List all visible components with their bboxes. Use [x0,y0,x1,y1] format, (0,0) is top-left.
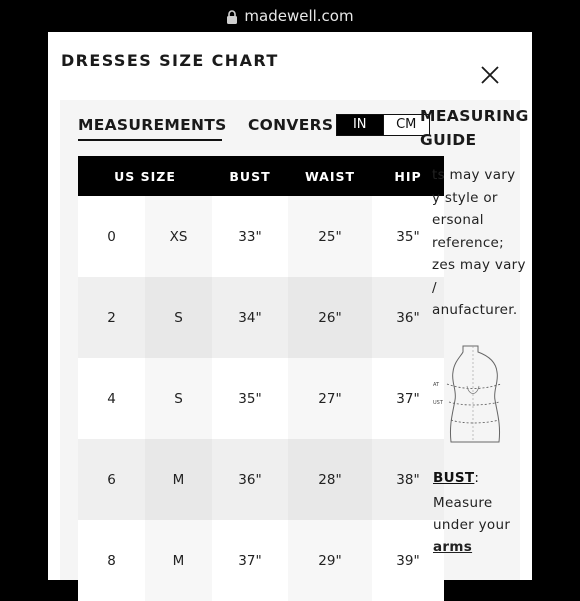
bust-text-line: arms [433,539,473,555]
header-us-size: US SIZE [114,168,176,184]
table-header [78,156,444,196]
cell-us-size: 0 [78,196,145,277]
bust-guide-label [433,470,479,486]
cell-bust: 35" [212,358,288,439]
guide-title-line: GUIDE [420,131,477,149]
unit-toggle[interactable] [336,114,430,136]
table-row [78,439,444,520]
figure-label: AT [433,382,440,388]
cell-us-size: 8 [78,520,145,601]
cell-us-size: 6 [78,439,145,520]
cell-letter-size: M [145,439,212,520]
table-row [78,277,444,358]
dress-form-figure [433,342,508,452]
measuring-guide-text [432,164,526,322]
unit-option-in[interactable]: IN [337,115,383,135]
lock-icon [226,10,238,24]
cell-waist: 28" [288,439,372,520]
guide-text-line: reference; [432,234,505,251]
cell-waist: 25" [288,196,372,277]
figure-label: UST [433,400,443,406]
cell-bust: 33" [212,196,288,277]
cell-waist: 26" [288,277,372,358]
cell-us-size: 2 [78,277,145,358]
guide-text-line: ersonal [432,212,484,228]
bust-guide-heading: BUST [433,470,475,486]
tab-measurements[interactable]: MEASUREMENTS [78,116,227,134]
url-text: madewell.com [244,7,354,25]
header-waist: WAIST [304,168,356,184]
cell-bust: 37" [212,520,288,601]
guide-text-line: / [432,279,437,296]
cell-hip: 37" [372,358,444,439]
guide-title-line: MEASURING [420,107,529,125]
size-table [78,156,444,601]
cell-bust: 36" [212,439,288,520]
cell-waist: 29" [288,520,372,601]
cell-hip: 35" [372,196,444,277]
guide-text-line: zes may vary [432,257,526,273]
active-tab-indicator [78,139,222,141]
guide-text-line: anufacturer. [432,302,518,318]
browser-url-bar[interactable] [0,0,580,32]
cell-letter-size: M [145,520,212,601]
bust-guide-colon: : [474,470,480,486]
unit-option-cm[interactable]: CM [383,115,430,135]
close-button[interactable] [478,63,502,87]
cell-hip: 36" [372,277,444,358]
cell-hip: 39" [372,520,444,601]
cell-us-size: 4 [78,358,145,439]
cell-letter-size: S [145,358,212,439]
cell-letter-size: XS [145,196,212,277]
cell-waist: 27" [288,358,372,439]
bust-text-line: under your [433,517,511,533]
measuring-guide-title [420,104,529,152]
tab-conversions[interactable]: CONVERS [248,116,334,134]
modal-title: DRESSES SIZE CHART [61,51,279,70]
bust-guide-text [433,492,523,558]
cell-hip: 38" [372,439,444,520]
close-icon [478,63,502,87]
table-row [78,358,444,439]
guide-text-line: y style or [432,189,498,206]
bust-text-line: Measure [433,495,493,511]
table-row [78,196,444,277]
cell-letter-size: S [145,277,212,358]
cell-bust: 34" [212,277,288,358]
header-hip: HIP [394,168,422,184]
table-row [78,520,444,601]
header-bust: BUST [229,168,271,184]
guide-text-line: ts may vary [432,167,516,183]
size-chart-modal [48,32,532,580]
